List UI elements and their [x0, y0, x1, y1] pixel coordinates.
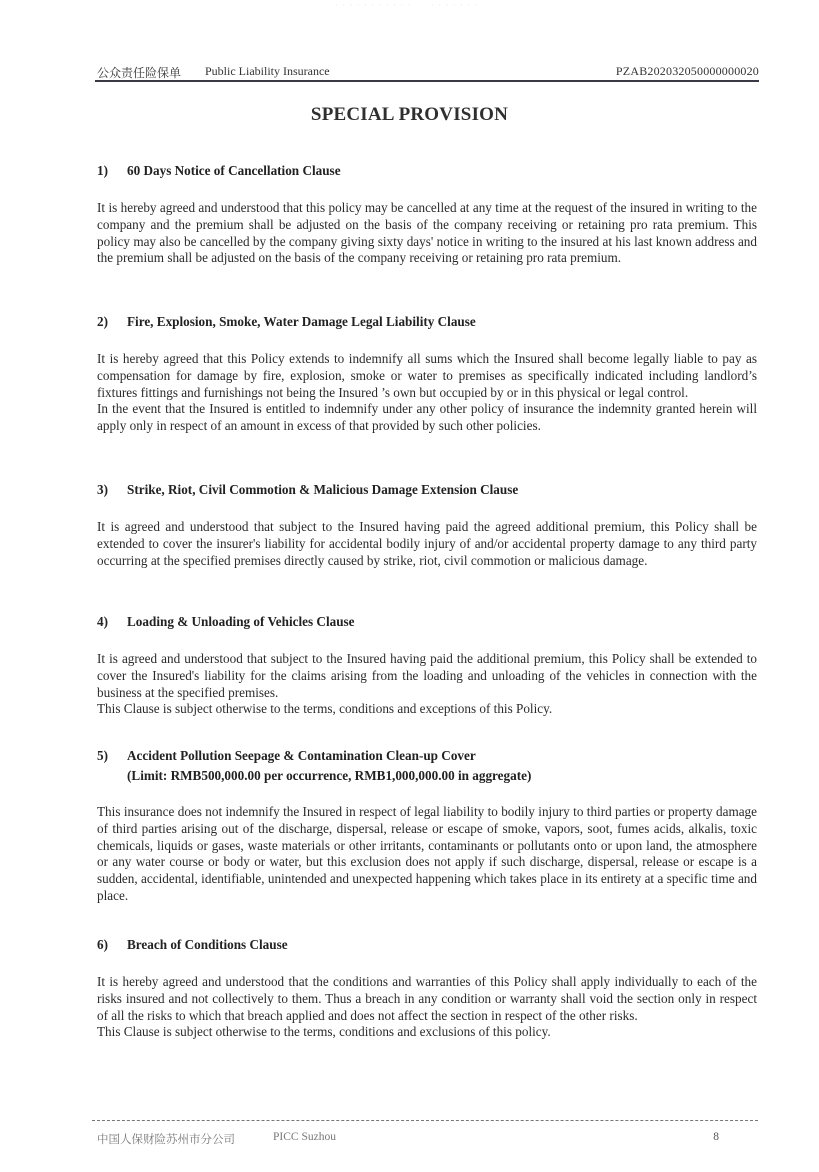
header-title-cn: 公众责任险保单	[97, 66, 182, 80]
coverage-limit: (Limit: RMB500,000.00 per occurrence, RMB1,000,000.00 in aggregate)	[127, 768, 532, 783]
clause-number: 3)	[97, 482, 108, 497]
clause-title: Accident Pollution Seepage & Contamination Clean-up Cover	[127, 748, 476, 763]
clause-paragraph: It is agreed and understood that subject to the Insured having paid the agreed additional premium, this Policy shall be extended to cover the insurer's liability for accidental bodily injury of and/or accidental property damage to any third party occurring at the specified premises directly caused by strike, riot, civil commotion or malicious damage.	[97, 519, 757, 568]
clause-number: 4)	[97, 614, 108, 629]
clause-paragraph: It is agreed and understood that subject to the Insured having paid the additional premium, this Policy shall be extended to cover the Insured's liability for the claims arising from the loading and unloading of the vehicles in connection with the business at the specified premises.	[97, 651, 757, 700]
policy-number: PZAB202032050000000020	[615, 64, 759, 78]
clause-paragraph: It is hereby agreed that this Policy extends to indemnify all sums which the Insured shall become legally liable to pay as compensation for damage by fire, explosion, smoke or water to premises as specifically indicated including landlord’s fixtures fittings and furnishings not being the Insured ’s own but occupied by or in this physical or legal control.	[97, 351, 757, 400]
footer-company-cn: 中国人保财险苏州市分公司	[97, 1134, 235, 1146]
clause-number: 5)	[97, 748, 108, 763]
clause-heading	[97, 936, 757, 954]
clause-5	[97, 746, 757, 905]
clause-paragraph: This Clause is subject otherwise to the terms, conditions and exclusions of this policy.	[97, 1024, 551, 1040]
bleed-through-artifact: · · · · · · · · · · · · · · · · · ·	[335, 0, 479, 10]
clause-title: Strike, Riot, Civil Commotion & Malicious Damage Extension Clause	[127, 482, 519, 497]
clause-title: Fire, Explosion, Smoke, Water Damage Legal Liability Clause	[127, 314, 476, 329]
clause-2	[97, 313, 757, 435]
clause-paragraph: It is hereby agreed and understood that this policy may be cancelled at any time at the request of the insured in writing to the company and the premium shall be adjusted on the basis of the company receiving or retaining pro rata premium. This policy may also be cancelled by the company giving sixty days' notice in writing to the insured at his last known address and the premium shall be adjusted on the basis of the company receiving or retaining pro rata premium.	[97, 200, 757, 266]
clause-number: 2)	[97, 314, 108, 329]
footer-divider	[92, 1120, 758, 1121]
clause-heading	[97, 481, 757, 499]
clause-number: 1)	[97, 163, 108, 178]
page-header	[97, 64, 759, 80]
clause-title: 60 Days Notice of Cancellation Clause	[127, 163, 341, 178]
clause-paragraph: It is hereby agreed and understood that the conditions and warranties of this Policy shall apply individually to each of the risks insured and not collectively to them. Thus a breach in any condition or warranty shall void the section only in respect of all the risks to which that breach applied and does not affect the section in respect of the other risks.	[97, 974, 757, 1023]
header-title-en: Public Liability Insurance	[205, 64, 330, 78]
page-number: 8	[713, 1131, 719, 1143]
clause-1	[97, 162, 757, 267]
clause-title: Loading & Unloading of Vehicles Clause	[127, 614, 355, 629]
clause-4	[97, 613, 757, 718]
clause-6	[97, 936, 757, 1041]
footer-company-en: PICC Suzhou	[273, 1131, 336, 1143]
clause-heading	[97, 613, 757, 631]
clause-title: Breach of Conditions Clause	[127, 937, 288, 952]
header-divider	[95, 80, 759, 82]
clause-heading	[97, 746, 757, 786]
clause-number: 6)	[97, 937, 108, 952]
clause-paragraph: In the event that the Insured is entitled to indemnify under any other policy of insurance the indemnity granted herein will apply only in respect of an amount in excess of that provided by such other policies.	[97, 401, 757, 434]
page-footer	[97, 1131, 759, 1147]
clause-heading	[97, 162, 757, 180]
clause-paragraph: This Clause is subject otherwise to the terms, conditions and exceptions of this Policy.	[97, 701, 553, 717]
clause-heading	[97, 313, 757, 331]
clause-3	[97, 481, 757, 569]
page-title: SPECIAL PROVISION	[310, 104, 509, 125]
clause-paragraph: This insurance does not indemnify the Insured in respect of legal liability to bodily injury to third parties or property damage of third parties arising out of the discharge, dispersal, release or escape of smoke, vapors, soot, fumes acids, alkalis, toxic chemicals, liquids or gases, waste materials or other irritants, contaminants or pollutants onto or upon land, the atmosphere or any water course or body or water, but this exclusion does not apply if such discharge, dispersal, release or escape is a sudden, accidental, identifiable, unintended and unexpected happening which takes place in its entirety at a specific time and place.	[97, 804, 757, 903]
